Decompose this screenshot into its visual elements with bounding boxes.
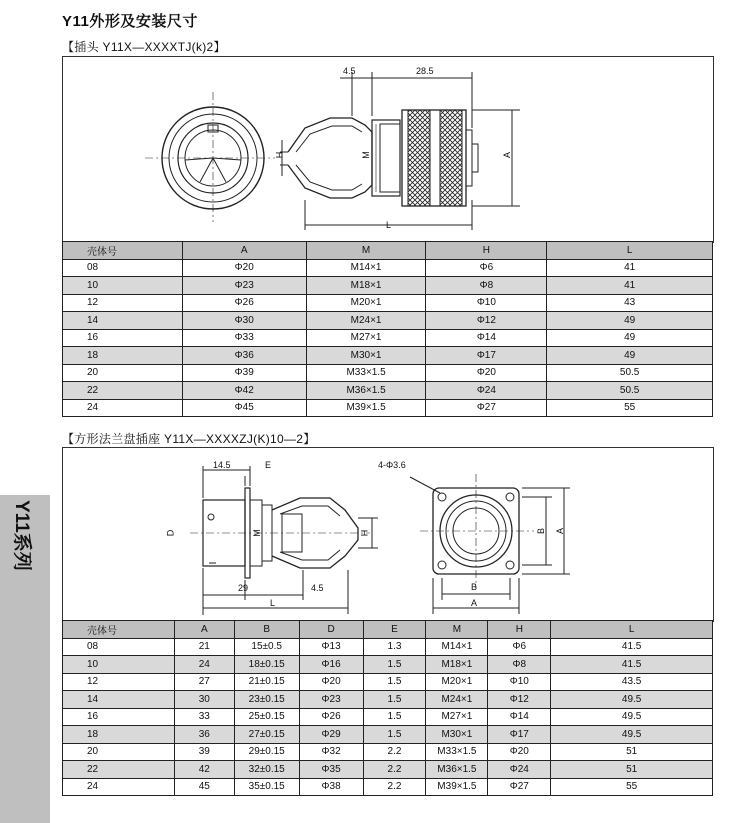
table-cell: M39×1.5: [306, 399, 426, 417]
table-cell: Φ29: [299, 726, 363, 744]
table-cell: Φ24: [488, 761, 551, 779]
table-header-row: [63, 621, 713, 639]
table-cell: 43.5: [551, 673, 713, 691]
table-cell: Φ20: [426, 364, 547, 382]
table-cell: M27×1: [426, 708, 488, 726]
table-cell: 39: [174, 743, 234, 761]
dim-holes: 4-Φ3.6: [378, 460, 406, 470]
dim-H: H: [274, 151, 285, 159]
table-cell: 42: [174, 761, 234, 779]
table-cell: 1.5: [363, 673, 426, 691]
col-header: E: [363, 621, 426, 639]
table-row: [63, 726, 713, 744]
dim-H2: H: [359, 529, 370, 537]
table-row: [63, 691, 713, 709]
table-cell: 20: [63, 743, 175, 761]
side-tab-label: Y11系列: [11, 500, 32, 571]
table-cell: 49.5: [551, 691, 713, 709]
table-cell: 15±0.5: [234, 638, 299, 656]
table-cell: Φ23: [299, 691, 363, 709]
table-cell: 45: [174, 778, 234, 796]
table-cell: 32±0.15: [234, 761, 299, 779]
page-title: Y11外形及安装尺寸: [62, 13, 198, 30]
table-cell: 33: [174, 708, 234, 726]
table-cell: Φ33: [182, 329, 306, 347]
table-cell: M24×1: [306, 312, 426, 330]
table-cell: 41.5: [551, 656, 713, 674]
col-header: 壳体号: [63, 242, 183, 260]
table-cell: 2.2: [363, 743, 426, 761]
table-cell: Φ17: [488, 726, 551, 744]
col-header: M: [426, 621, 488, 639]
table-cell: M33×1.5: [306, 364, 426, 382]
plug-spec-table: [62, 241, 713, 417]
table-cell: M30×1: [426, 726, 488, 744]
table-cell: Φ32: [299, 743, 363, 761]
table-cell: M39×1.5: [426, 778, 488, 796]
table-cell: 14: [63, 312, 183, 330]
table-cell: 22: [63, 761, 175, 779]
col-header: A: [182, 242, 306, 260]
table-row: [63, 656, 713, 674]
dim-L: L: [386, 220, 392, 230]
col-header: L: [547, 242, 713, 260]
table-cell: 27: [174, 673, 234, 691]
dim-14-5: 14.5: [213, 460, 231, 470]
table-cell: M24×1: [426, 691, 488, 709]
table-cell: 1.5: [363, 656, 426, 674]
col-header: H: [488, 621, 551, 639]
table-cell: 41: [547, 259, 713, 277]
table-cell: M27×1: [306, 329, 426, 347]
table-cell: 10: [63, 656, 175, 674]
table-row: [63, 708, 713, 726]
table-cell: Φ10: [488, 673, 551, 691]
receptacle-spec-table: [62, 620, 713, 796]
table-cell: 22: [63, 382, 183, 400]
table-row: [63, 382, 713, 400]
table-row: [63, 259, 713, 277]
table-cell: Φ10: [426, 294, 547, 312]
section1-label: 【插头 Y11X—XXXXTJ(k)2】: [62, 40, 226, 54]
table-cell: M20×1: [306, 294, 426, 312]
dim-D: D: [165, 529, 176, 537]
table-cell: Φ26: [182, 294, 306, 312]
table-cell: Φ38: [299, 778, 363, 796]
table-cell: 18: [63, 347, 183, 365]
table-cell: 1.5: [363, 726, 426, 744]
table-cell: 51: [551, 761, 713, 779]
table-cell: Φ6: [488, 638, 551, 656]
table-cell: Φ20: [299, 673, 363, 691]
table-cell: 24: [63, 778, 175, 796]
table-row: [63, 364, 713, 382]
table-header-row: [63, 242, 713, 260]
table-cell: 21±0.15: [234, 673, 299, 691]
dim-B-side: B: [536, 527, 547, 535]
table-cell: 25±0.15: [234, 708, 299, 726]
dim-28-5: 28.5: [416, 66, 434, 76]
table-cell: 08: [63, 259, 183, 277]
table-cell: 50.5: [547, 382, 713, 400]
table-cell: M33×1.5: [426, 743, 488, 761]
col-header: A: [174, 621, 234, 639]
section2-drawing-box: [62, 447, 714, 622]
dim-A-side: A: [555, 527, 566, 535]
table-cell: 49: [547, 312, 713, 330]
table-cell: Φ39: [182, 364, 306, 382]
table-cell: Φ17: [426, 347, 547, 365]
dim-4-5: 4.5: [343, 66, 356, 76]
table-cell: Φ30: [182, 312, 306, 330]
table-cell: 30: [174, 691, 234, 709]
receptacle-table-body: [63, 638, 713, 796]
table-cell: 2.2: [363, 761, 426, 779]
table-row: [63, 673, 713, 691]
table-cell: 16: [63, 329, 183, 347]
table-cell: Φ27: [488, 778, 551, 796]
side-tab-label-wrap: [13, 500, 37, 590]
section1-drawing-box: [62, 56, 714, 243]
table-row: [63, 399, 713, 417]
table-cell: M14×1: [306, 259, 426, 277]
table-cell: 18±0.15: [234, 656, 299, 674]
table-cell: 49.5: [551, 708, 713, 726]
table-cell: M36×1.5: [426, 761, 488, 779]
table-cell: 18: [63, 726, 175, 744]
col-header: 壳体号: [63, 621, 175, 639]
table-cell: M30×1: [306, 347, 426, 365]
table-row: [63, 638, 713, 656]
table-cell: M20×1: [426, 673, 488, 691]
table-cell: 55: [551, 778, 713, 796]
plug-table-body: [63, 259, 713, 417]
table-cell: Φ8: [426, 277, 547, 295]
table-cell: 1.5: [363, 691, 426, 709]
table-cell: 50.5: [547, 364, 713, 382]
table-cell: Φ24: [426, 382, 547, 400]
table-cell: M18×1: [426, 656, 488, 674]
table-row: [63, 743, 713, 761]
table-cell: 36: [174, 726, 234, 744]
table-cell: 41.5: [551, 638, 713, 656]
table-cell: 1.3: [363, 638, 426, 656]
table-row: [63, 294, 713, 312]
col-header: B: [234, 621, 299, 639]
table-row: [63, 329, 713, 347]
dim-L2: L: [270, 598, 276, 608]
col-header: D: [299, 621, 363, 639]
table-cell: 24: [63, 399, 183, 417]
table-cell: 08: [63, 638, 175, 656]
table-cell: 49: [547, 347, 713, 365]
table-cell: 27±0.15: [234, 726, 299, 744]
table-cell: 29±0.15: [234, 743, 299, 761]
table-cell: Φ42: [182, 382, 306, 400]
table-cell: 20: [63, 364, 183, 382]
section2-label: 【方形法兰盘插座 Y11X—XXXXZJ(K)10—2】: [62, 432, 316, 446]
table-row: [63, 347, 713, 365]
table-cell: Φ35: [299, 761, 363, 779]
table-cell: Φ45: [182, 399, 306, 417]
table-cell: M14×1: [426, 638, 488, 656]
table-cell: 2.2: [363, 778, 426, 796]
table-cell: 12: [63, 673, 175, 691]
dim-B-bottom: B: [471, 582, 478, 592]
dim-29: 29: [238, 583, 249, 593]
table-cell: Φ27: [426, 399, 547, 417]
table-row: [63, 277, 713, 295]
table-cell: M36×1.5: [306, 382, 426, 400]
table-cell: 51: [551, 743, 713, 761]
table-row: [63, 778, 713, 796]
dim-M2: M: [251, 529, 262, 537]
table-cell: 10: [63, 277, 183, 295]
table-cell: 49.5: [551, 726, 713, 744]
table-cell: Φ23: [182, 277, 306, 295]
table-cell: Φ20: [182, 259, 306, 277]
table-cell: Φ12: [488, 691, 551, 709]
table-cell: Φ14: [488, 708, 551, 726]
table-cell: 14: [63, 691, 175, 709]
table-cell: Φ12: [426, 312, 547, 330]
table-cell: 23±0.15: [234, 691, 299, 709]
col-header: M: [306, 242, 426, 260]
dim-A: A: [502, 151, 513, 159]
table-cell: Φ16: [299, 656, 363, 674]
col-header: H: [426, 242, 547, 260]
table-cell: Φ36: [182, 347, 306, 365]
table-cell: M18×1: [306, 277, 426, 295]
table-cell: Φ14: [426, 329, 547, 347]
table-cell: 35±0.15: [234, 778, 299, 796]
table-cell: Φ13: [299, 638, 363, 656]
dim-E: E: [265, 460, 272, 470]
table-cell: 1.5: [363, 708, 426, 726]
table-row: [63, 761, 713, 779]
table-cell: Φ6: [426, 259, 547, 277]
col-header: L: [551, 621, 713, 639]
table-cell: 55: [547, 399, 713, 417]
table-cell: 12: [63, 294, 183, 312]
table-cell: 24: [174, 656, 234, 674]
dim-4-5b: 4.5: [311, 583, 324, 593]
table-cell: 49: [547, 329, 713, 347]
table-cell: 41: [547, 277, 713, 295]
table-cell: Φ26: [299, 708, 363, 726]
dim-A-bottom: A: [471, 598, 478, 608]
table-row: [63, 312, 713, 330]
table-cell: Φ8: [488, 656, 551, 674]
dim-M: M: [360, 151, 371, 159]
table-cell: 43: [547, 294, 713, 312]
table-cell: 21: [174, 638, 234, 656]
table-cell: 16: [63, 708, 175, 726]
table-cell: Φ20: [488, 743, 551, 761]
